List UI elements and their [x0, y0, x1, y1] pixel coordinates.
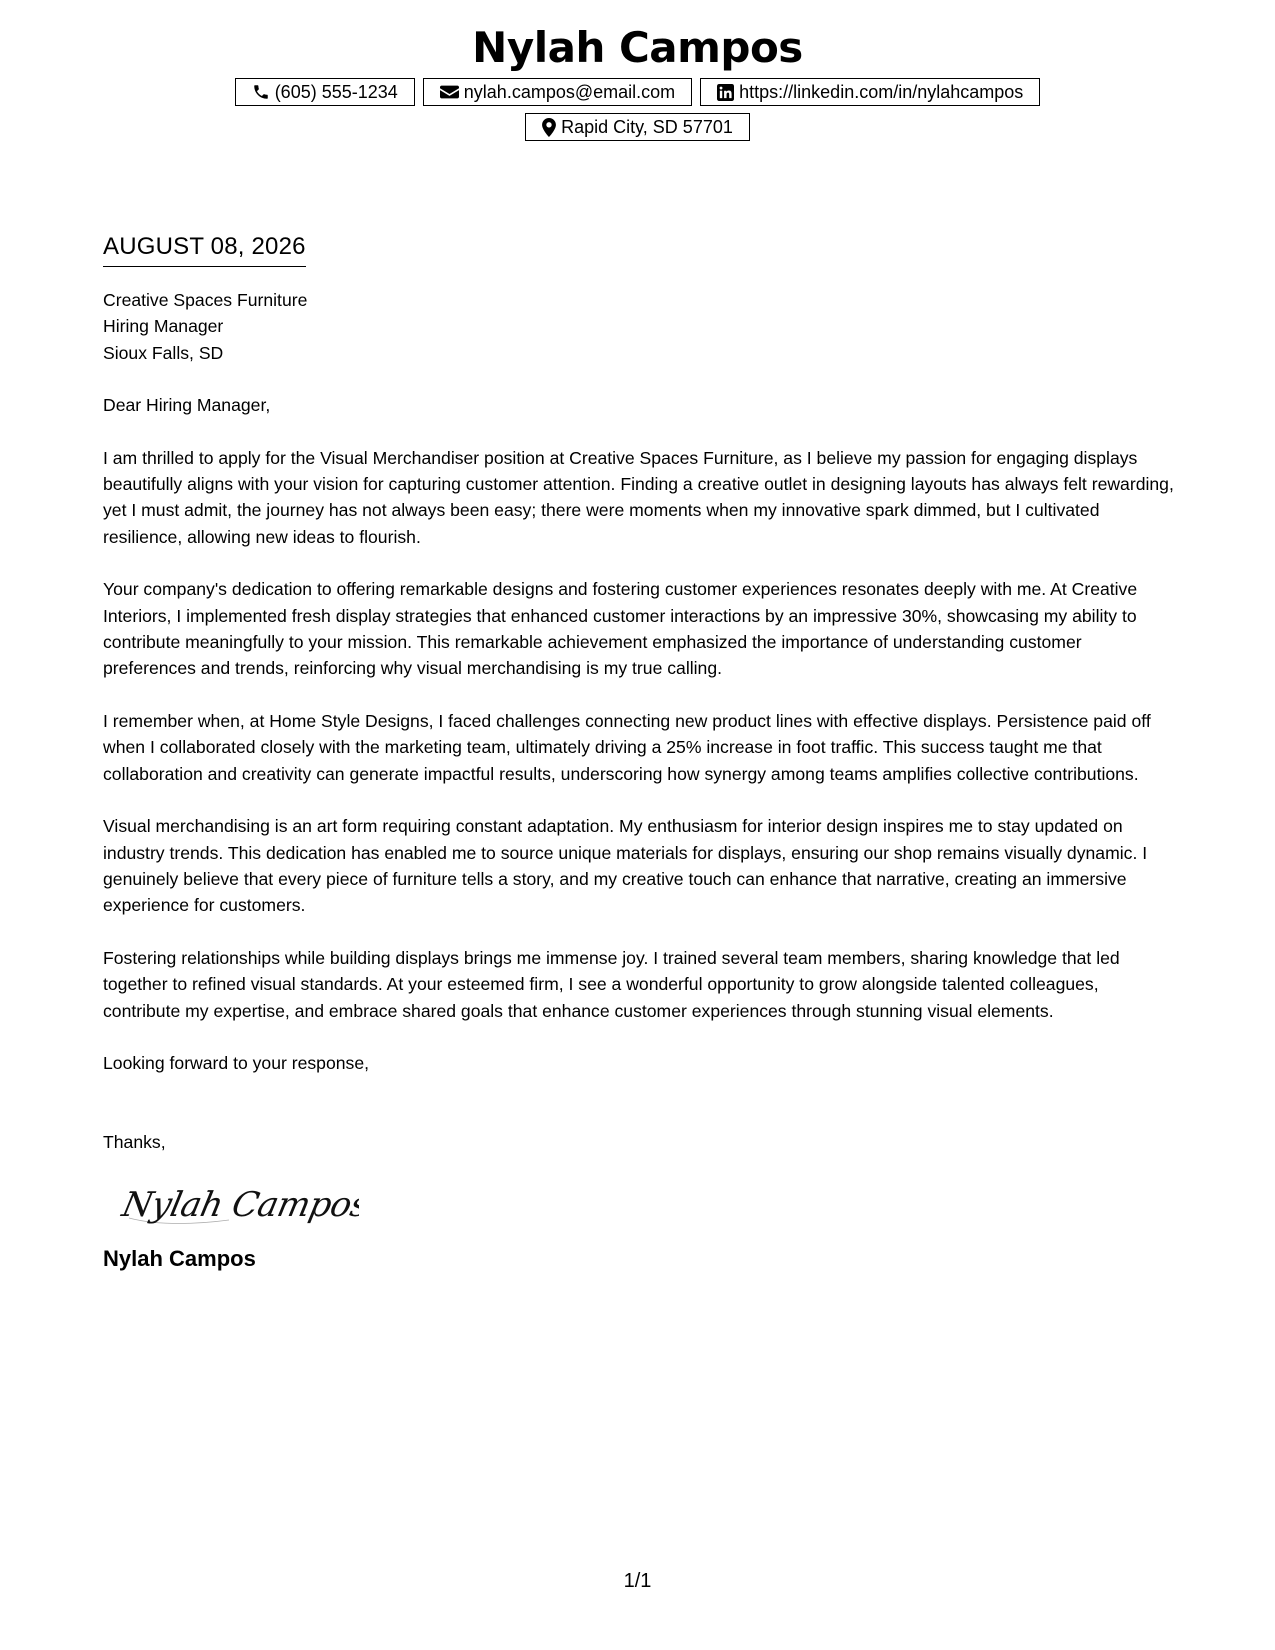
- body-paragraph: Your company's dedication to offering remarkable designs and fostering customer experiences resonates deeply with me. At Creative Interiors, I implemented fresh display strategies that enhanced customer interactions by an impressive 30%, showcasing my ability to contribute meaningfully to your mission. This remarkable achievement emphasized the importance of understanding customer preferences and trends, reinforcing why visual merchandising is my true calling.: [103, 579, 1138, 679]
- letter-header: [0, 20, 1275, 141]
- handwritten-signature: [119, 1176, 1178, 1232]
- salutation: Dear Hiring Manager,: [103, 395, 271, 416]
- phone-icon: [252, 83, 270, 101]
- signature-image: [119, 1176, 359, 1232]
- body-paragraph: Fostering relationships while building displays brings me immense joy. I trained several team members, sharing knowledge that led together to refined visual standards. At your esteemed firm, I see a wonderful opportunity to grow alongside talented colleagues, contribute my expertise, and embrace shared goals that enhance customer experiences through stunning visual elements.: [103, 947, 1120, 1021]
- contact-location-text: Rapid City, SD 57701: [561, 117, 733, 137]
- contact-email[interactable]: [423, 78, 692, 106]
- applicant-name: Nylah Campos: [472, 23, 803, 72]
- recipient-title: Hiring Manager: [103, 316, 224, 337]
- envelope-icon: [440, 84, 459, 100]
- recipient-company: Creative Spaces Furniture: [103, 290, 308, 310]
- linkedin-icon: [717, 84, 734, 101]
- contact-email-text: nylah.campos@email.com: [463, 82, 676, 102]
- page-number: 1/1: [623, 1570, 652, 1592]
- body-paragraph: Visual merchandising is an art form requiring constant adaptation. My enthusiasm for interior design inspires me to stay updated on industry trends. This dedication has enabled me to source unique materials for displays, ensuring our shop remains visually dynamic. I genuinely believe that every piece of furniture tells a story, and my creative touch can enhance that narrative, creating an immersive experience for customers.: [103, 816, 1148, 916]
- svg-text:Nylah Campos: Nylah Campos: [119, 1185, 359, 1225]
- contact-row-secondary: [0, 113, 1275, 141]
- contact-location[interactable]: [525, 113, 750, 141]
- contact-linkedin[interactable]: [700, 78, 1040, 106]
- body-paragraph: I remember when, at Home Style Designs, I faced challenges connecting new product lines with effective displays. Persistence paid off when I collaborated closely with the marketing team, ultimately driving a 25% increase in foot traffic. This success taught me that collaboration and creativity can generate impactful results, underscoring how synergy among teams amplifies collective contributions.: [103, 710, 1151, 784]
- signoff: Thanks,: [103, 1132, 166, 1153]
- letter-body: [103, 230, 1178, 1274]
- map-pin-icon: [542, 118, 556, 137]
- closing-line: Looking forward to your response,: [103, 1052, 370, 1073]
- signer-name: Nylah Campos: [103, 1245, 256, 1271]
- contact-linkedin-text: https://linkedin.com/in/nylahcampos: [739, 82, 1024, 102]
- recipient-block: [103, 287, 1178, 366]
- contact-phone-text: (605) 555-1234: [274, 82, 398, 102]
- letter-date: AUGUST 08, 2026: [103, 230, 306, 267]
- contact-phone[interactable]: [235, 78, 415, 106]
- body-paragraph: I am thrilled to apply for the Visual Merchandiser position at Creative Spaces Furniture, as I believe my passion for engaging displays beautifully aligns with your vision for capturing customer attention. Finding a creative outlet in designing layouts has always felt rewarding, yet I must admit, the journey has not always been easy; there were moments when my innovative spark dimmed, but I cultivated resilience, allowing new ideas to flourish.: [103, 447, 1174, 547]
- recipient-location: Sioux Falls, SD: [103, 342, 224, 363]
- contact-row-primary: [0, 78, 1275, 106]
